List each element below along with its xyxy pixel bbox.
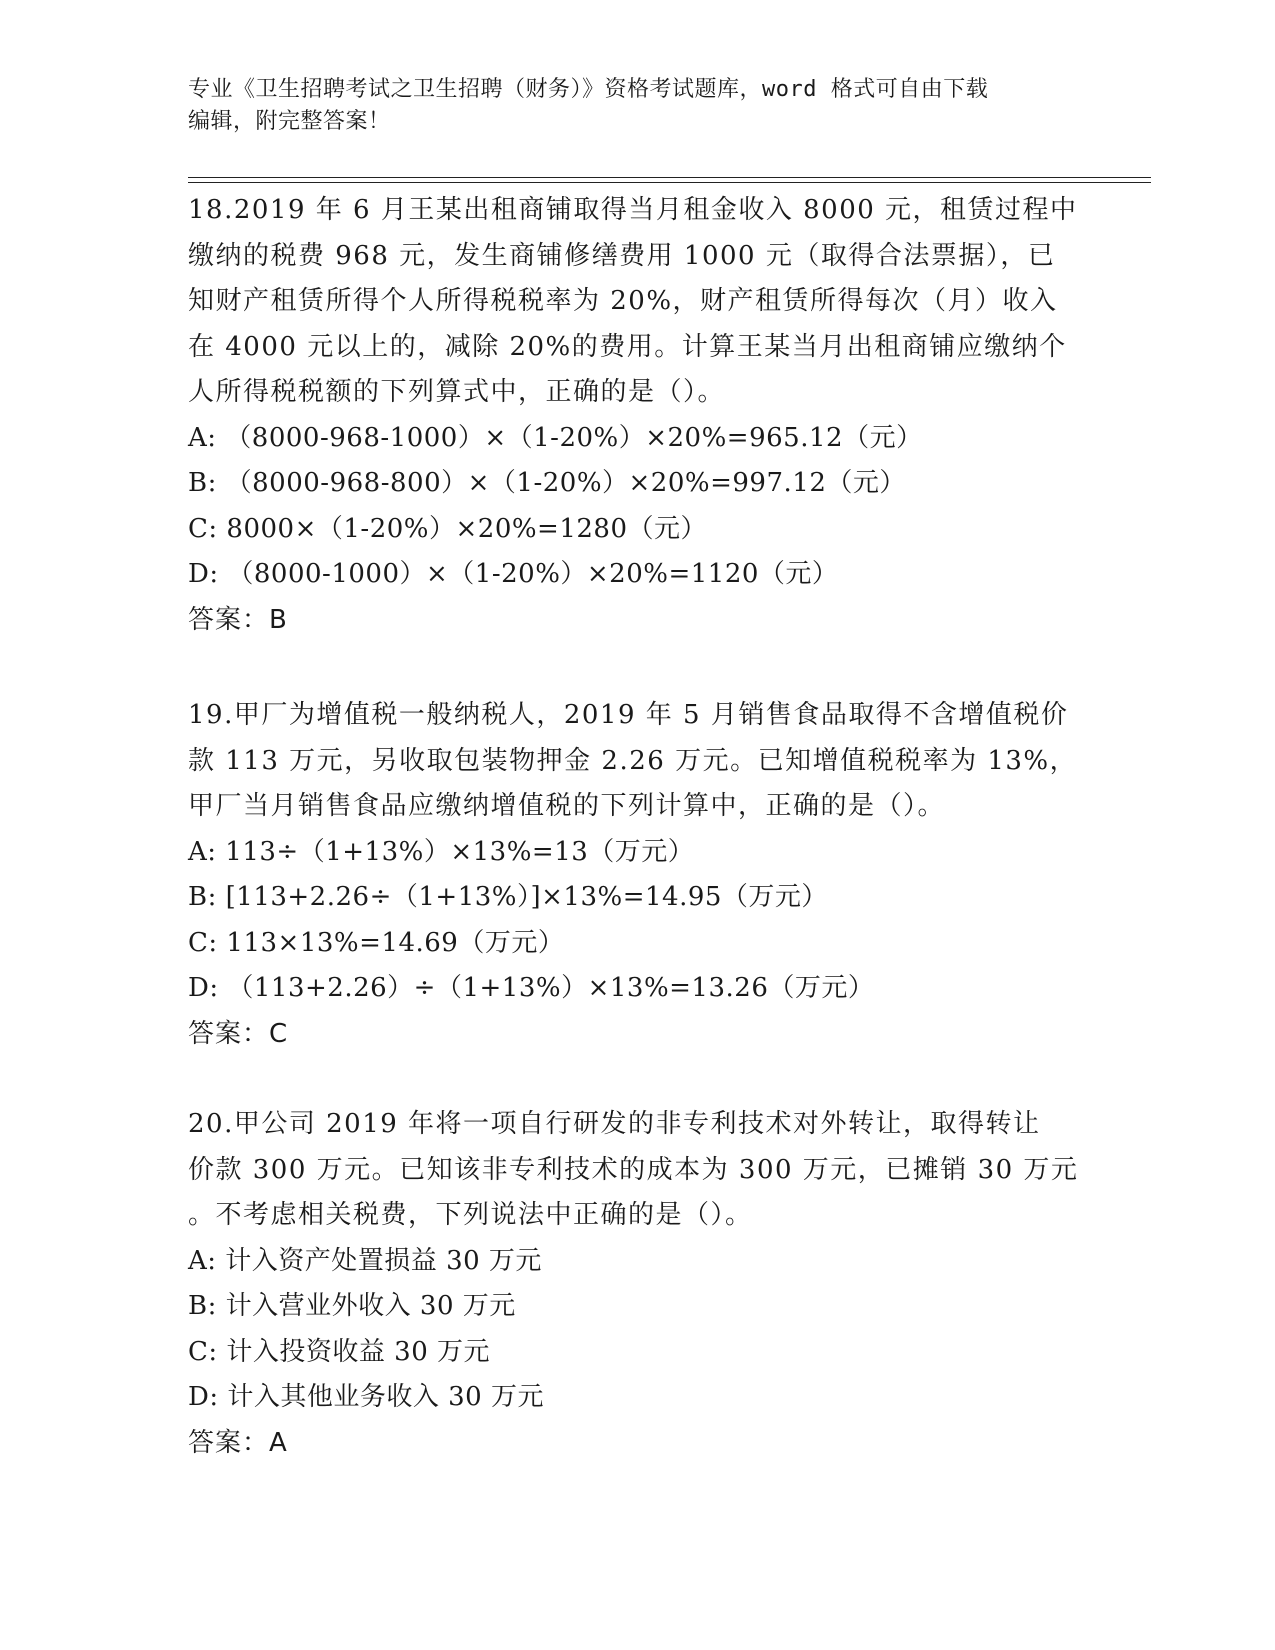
stem-line: 甲厂当月销售食品应缴纳增值税的下列计算中，正确的是（）。 xyxy=(188,791,946,821)
option-d: D: 计入其他业务收入 30 万元 xyxy=(188,1382,544,1412)
option-d: D: （113+2.26）÷（1+13%）×13%=13.26（万元） xyxy=(188,973,875,1003)
question-20 xyxy=(188,1102,1088,1466)
header-line-1: 专业《卫生招聘考试之卫生招聘（财务）》资格考试题库，word 格式可自由下载 xyxy=(188,77,989,102)
header-rule-top xyxy=(188,177,1151,178)
option-c: C: 计入投资收益 30 万元 xyxy=(188,1336,491,1367)
stem-line: 19.甲厂为增值税一般纳税人，2019 年 5 月销售食品取得不含增值税价 xyxy=(188,700,1069,730)
document-header xyxy=(188,74,1068,138)
answer-label: 答案：C xyxy=(188,1018,289,1049)
question-stem xyxy=(188,693,1088,830)
stem-line: 在 4000 元以上的，减除 20%的费用。计算王某当月出租商铺应缴纳个 xyxy=(188,331,1067,362)
option-c: C: 8000×（1-20%）×20%=1280（元） xyxy=(188,513,708,544)
answer-label: 答案：B xyxy=(188,604,288,635)
option-b: B: [113+2.26÷（1+13%）]×13%=14.95（万元） xyxy=(188,882,828,912)
option-a: A: 计入资产处置损益 30 万元 xyxy=(188,1245,542,1276)
question-18 xyxy=(188,188,1088,643)
question-stem xyxy=(188,188,1088,416)
option-c: C: 113×13%=14.69（万元） xyxy=(188,927,565,958)
answer-label: 答案：A xyxy=(188,1427,288,1458)
stem-line: 知财产租赁所得个人所得税税率为 20%，财产租赁所得每次（月）收入 xyxy=(188,286,1058,316)
stem-line: 20.甲公司 2019 年将一项自行研发的非专利技术对外转让，取得转让 xyxy=(188,1109,1041,1139)
option-b: B: （8000-968-800）×（1-20%）×20%=997.12（元） xyxy=(188,468,906,498)
stem-line: 价款 300 万元。已知该非专利技术的成本为 300 万元，已摊销 30 万元 xyxy=(188,1154,1079,1185)
stem-line: 人所得税税额的下列算式中，正确的是（）。 xyxy=(188,377,726,407)
header-line-2: 编辑，附完整答案！ xyxy=(188,109,391,134)
stem-line: 款 113 万元，另收取包装物押金 2.26 万元。已知增值税税率为 13%， xyxy=(188,745,1078,776)
stem-line: 18.2019 年 6 月王某出租商铺取得当月租金收入 8000 元，租赁过程中 xyxy=(188,195,1078,225)
stem-line: 缴纳的税费 968 元，发生商铺修缮费用 1000 元（取得合法票据），已 xyxy=(188,240,1056,271)
question-stem xyxy=(188,1102,1088,1239)
option-a: A: （8000-968-1000）×（1-20%）×20%=965.12（元） xyxy=(188,422,923,453)
option-b: B: 计入营业外收入 30 万元 xyxy=(188,1291,516,1321)
stem-line: 。不考虑相关税费，下列说法中正确的是（）。 xyxy=(188,1200,753,1230)
option-d: D: （8000-1000）×（1-20%）×20%=1120（元） xyxy=(188,559,839,589)
header-rule-bottom xyxy=(188,182,1151,183)
option-a: A: 113÷（1+13%）×13%=13（万元） xyxy=(188,836,695,867)
question-19 xyxy=(188,693,1088,1057)
